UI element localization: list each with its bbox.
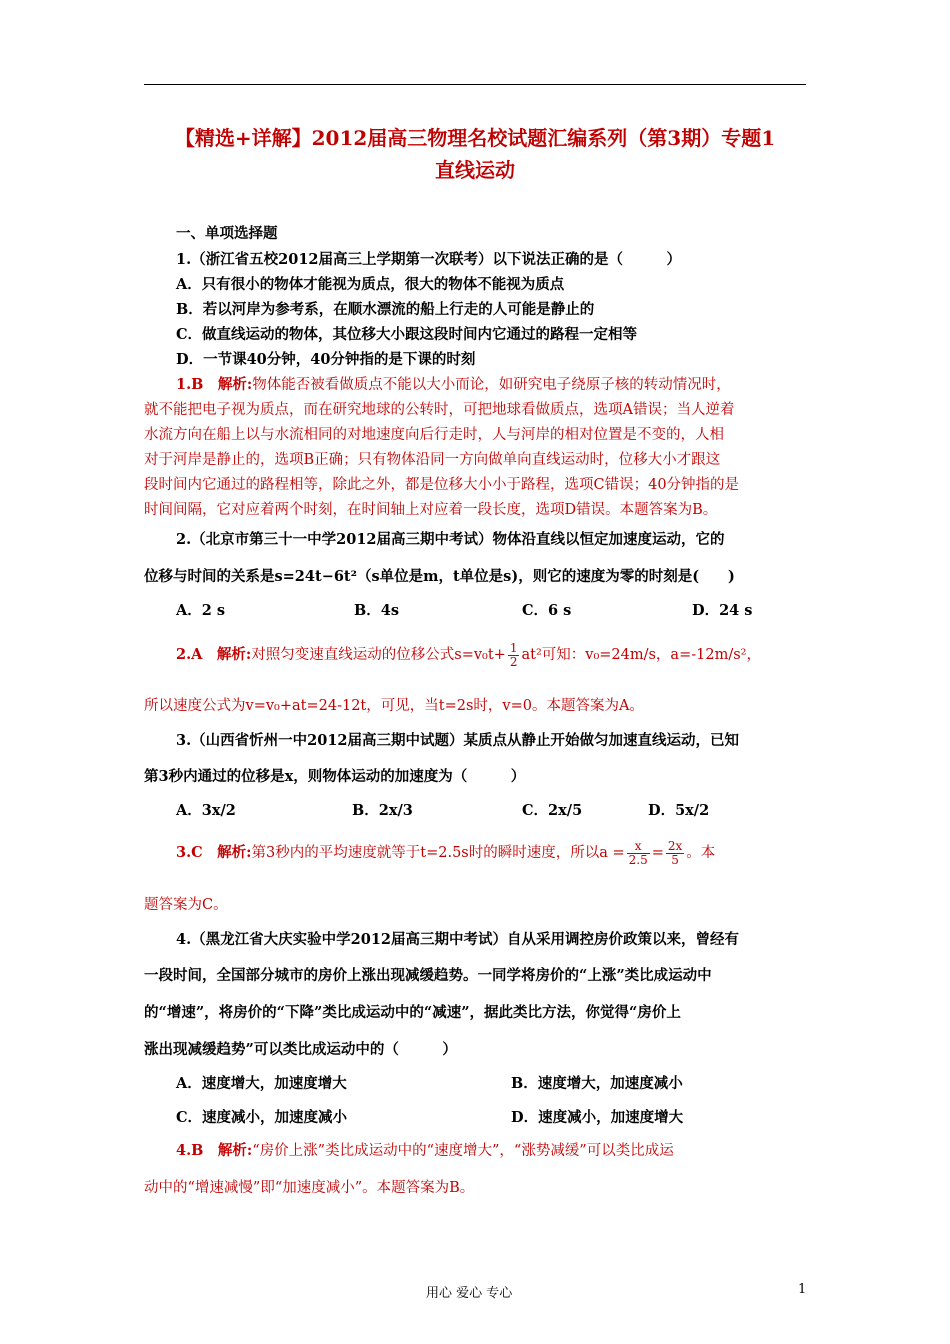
q2-option-b: B．4s: [354, 602, 400, 619]
footer-text: 用心 爱心 专心: [426, 1286, 513, 1301]
2x-over-5-fraction: [666, 840, 684, 867]
fraction-numerator: 2x: [667, 838, 683, 853]
fraction-denominator: 2.5: [628, 852, 648, 867]
q4-stem-line3: 的“增速”，将房价的“下降”类比成运动中的“减速”，据此类比方法，你觉得“房价上: [144, 1004, 681, 1021]
q2-option-d: D．24 s: [692, 602, 753, 619]
q2-explanation-line: 所以速度公式为v=v₀+at=24-12t，可见，当t=2s时，v=0。本题答案为A。: [144, 698, 644, 714]
q4-stem: 4.（黑龙江省大庆实验中学2012届高三期中考试）自从采用调控房价政策以来，曾经有: [176, 931, 739, 948]
q1-explanation: 物体能否被看做质点不能以大小而论，如研究电子绕原子核的转动情况时，: [252, 377, 731, 393]
q1-answer-line: [176, 375, 731, 395]
equals-sign: =: [651, 845, 664, 861]
q1-explanation-line: 段时间内它通过的路程相等，除此之外，都是位移大小小于路程，选项C错误；40分钟指的是: [144, 477, 740, 493]
q3-explanation: 第3秒内的平均速度就等于t=2.5s时的瞬时速度，所以a =: [251, 845, 625, 861]
q4-answer-line: [176, 1141, 674, 1161]
section-heading: 一、单项选择题: [176, 225, 278, 242]
page-number: 1: [798, 1282, 807, 1297]
q1-explanation-line: 水流方向在船上以与水流相同的对地速度向后行走时，人与河岸的相对位置是不变的，人相: [144, 427, 724, 443]
q4-stem-line2: 一段时间，全国部分城市的房价上涨出现减缓趋势。一同学将房价的“上涨”类比成运动中: [144, 967, 712, 984]
q3-answer-label: 3.C 解析:: [176, 844, 252, 861]
q1-explanation-line: 就不能把电子视为质点，而在研究地球的公转时，可把地球看做质点，选项A错误；当人逆着: [144, 402, 735, 418]
q1-explanation-line: 对于河岸是静止的，选项B正确；只有物体沿同一方向做单向直线运动时，位移大小才跟这: [144, 452, 721, 468]
fraction-numerator: x: [627, 840, 650, 854]
q4-answer-label: 4.B 解析:: [176, 1142, 253, 1159]
fraction-numerator: 1: [509, 640, 518, 655]
q1-option-c: C．做直线运动的物体，其位移大小跟这段时间内它通过的路程一定相等: [176, 326, 638, 343]
q2-answer-label: 2.A 解析:: [176, 646, 252, 663]
q4-explanation: “房价上涨”类比成运动中的“速度增大”，“涨势减缓”可以类比成运: [252, 1143, 674, 1159]
q4-stem-line4: 涨出现减缓趋势”可以类比成运动中的（ ）: [144, 1041, 457, 1058]
q3-stem: 3.（山西省忻州一中2012届高三期中试题）某质点从静止开始做匀加速直线运动，已知: [176, 732, 739, 749]
q3-explanation-line: 题答案为C。: [144, 897, 228, 913]
q1-explanation-line: 时间间隔，它对应着两个时刻，在时间轴上对应着一段长度，选项D错误。本题答案为B。: [144, 502, 718, 518]
fraction-denominator: 2: [509, 654, 518, 669]
page-title-line2: 直线运动: [435, 158, 515, 182]
q3-explanation-cont: 。本: [686, 845, 716, 861]
q3-answer-line: [176, 838, 715, 868]
page-title: 【精选+详解】2012届高三物理名校试题汇编系列（第3期）专题1: [174, 126, 776, 150]
q1-stem: 1.（浙江省五校2012届高三上学期第一次联考）以下说法正确的是（ ）: [176, 251, 681, 268]
q3-option-d: D．5x/2: [648, 802, 710, 819]
q1-option-d: D．一节课40分钟，40分钟指的是下课的时刻: [176, 351, 476, 368]
q2-option-a: A．2 s: [176, 602, 226, 619]
q3-option-c: C．2x/5: [522, 802, 583, 819]
q4-option-d: D．速度减小，加速度增大: [511, 1109, 684, 1126]
fraction-denominator: 5: [671, 852, 679, 867]
q1-option-b: B．若以河岸为参考系，在顺水漂流的船上行走的人可能是静止的: [176, 301, 595, 318]
q3-stem-line2: 第3秒内通过的位移是x，则物体运动的加速度为（ ）: [144, 768, 526, 785]
q4-option-a: A．速度增大，加速度增大: [176, 1075, 347, 1092]
q4-explanation-line: 动中的“增速减慢”即“加速度减小”。本题答案为B。: [144, 1180, 475, 1196]
q3-option-b: B．2x/3: [352, 802, 413, 819]
q2-answer-line: [176, 640, 761, 670]
q1-answer-label: 1.B 解析:: [176, 376, 253, 393]
q4-option-b: B．速度增大，加速度减小: [511, 1075, 683, 1092]
x-over-2.5-fraction: [627, 840, 650, 867]
q2-stem: 2.（北京市第三十一中学2012届高三期中考试）物体沿直线以恒定加速度运动，它的: [176, 531, 725, 548]
q4-option-c: C．速度减小，加速度减小: [176, 1109, 348, 1126]
q3-option-a: A．3x/2: [176, 802, 236, 819]
q2-stem-line2: 位移与时间的关系是s=24t−6t²（s单位是m，t单位是s)，则它的速度为零的时刻是( ): [144, 568, 735, 585]
q2-explanation: 对照匀变速直线运动的位移公式s=v₀t+: [251, 647, 506, 663]
q2-option-c: C．6 s: [522, 602, 572, 619]
one-half-fraction: [508, 642, 520, 669]
q1-option-a: A．只有很小的物体才能视为质点，很大的物体不能视为质点: [176, 276, 565, 293]
header-rule: [144, 84, 806, 85]
q2-explanation-cont: at²可知：v₀=24m/s，a=-12m/s²，: [521, 647, 761, 663]
